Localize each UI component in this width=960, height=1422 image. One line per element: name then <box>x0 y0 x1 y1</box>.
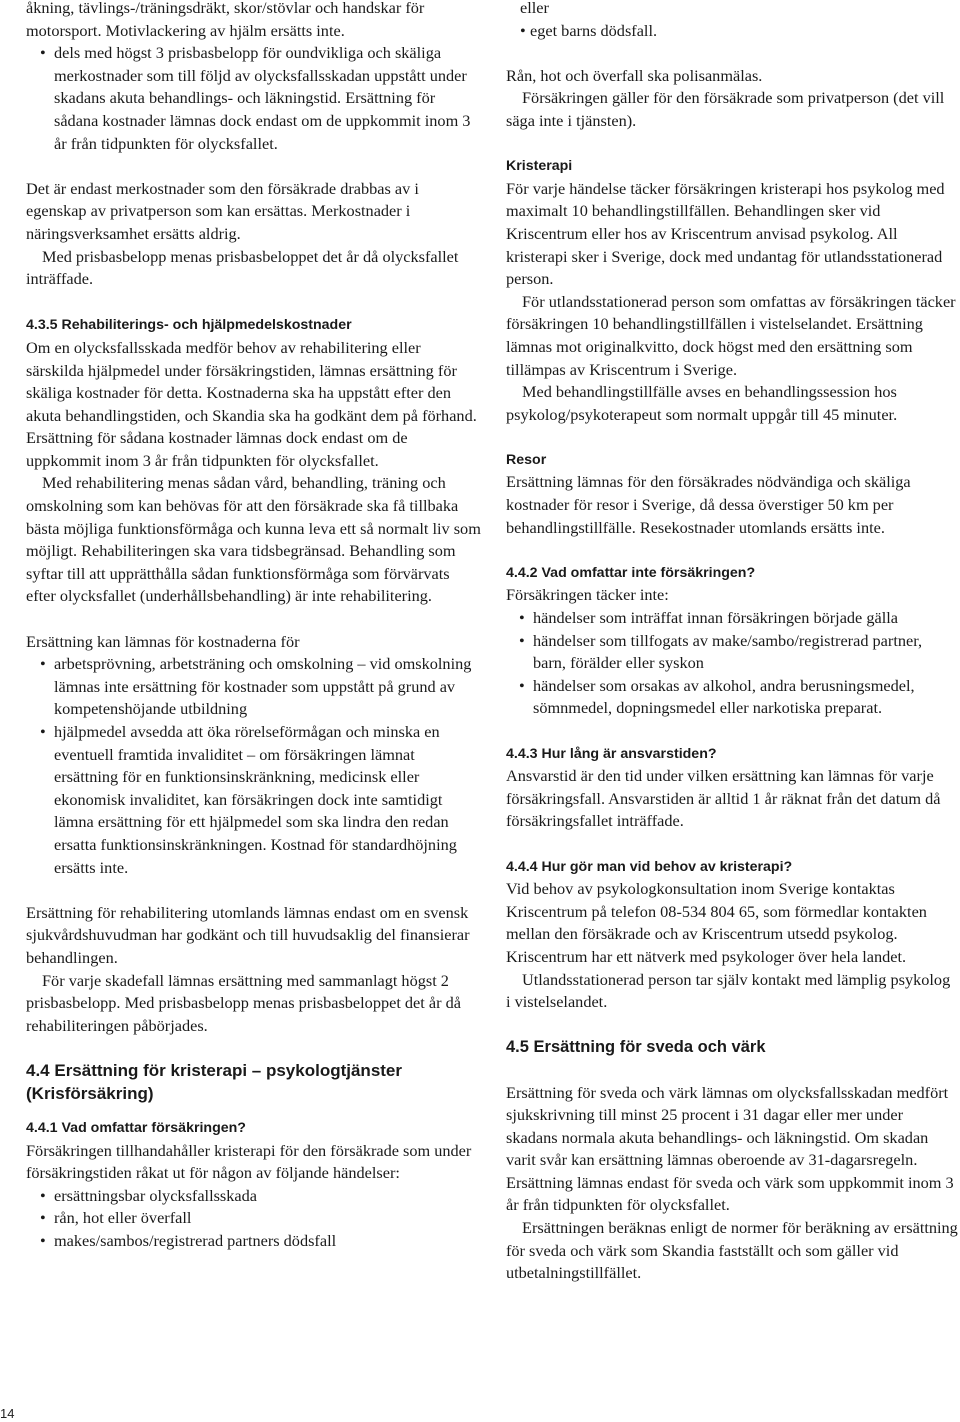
bullet-icon: • <box>40 722 46 741</box>
paragraph: Rån, hot och överfall ska polisanmälas. <box>506 65 763 85</box>
bullet-item: • arbetsprövning, arbetsträning och omskolning – vid omskolning lämnas inte ersättning för kostnader som uppstått på grund av kompetenshöjande utbildning <box>40 654 472 719</box>
subheading-kristerapi: Kristerapi <box>506 158 573 175</box>
paragraph: Försäkringen täcker inte: <box>506 585 669 605</box>
subsection-heading: 4.4.1 Vad omfattar försäkringen? <box>26 1120 246 1137</box>
continued-paragraph: åkning, tävlings-/träningsdräkt, skor/stövlar och handskar för motorsport. Motivlackering av hjälm ersätts inte. <box>26 0 425 40</box>
bullet-icon: • <box>40 43 46 63</box>
paragraph: Utlandsstationerad person tar själv kontakt med lämplig psykolog i vistelselandet. <box>506 969 951 1012</box>
paragraph: Med rehabilitering menas sådan vård, behandling, träning och omskolning som kan behövas för att den försäkrade ska få tillbaka bästa möjliga funktionsförmåga och kunna leva ett så normalt liv som möjligt. Rehabiliteringen ska vara tidsbegränsad. Behandling som syftar till att upprätthålla sådan funktionsförmåga som förvärvats efter olycksfallet (underhållsbehandling) är inte rehabilitering. <box>26 473 481 606</box>
paragraph: 4.3.5 Rehabiliterings- och hjälpmedelskostnader Om en olycksfallsskada medför behov av rehabilitering eller särskilda hjälpmedel under försäkringstiden, lämnas ersättning för skäliga kostnader för detta. Kostnaderna ska ha uppstått efter den akuta behandlingstiden, och Skandia ska ha godkänt dem på förhand. Ersättning för sådana kostnader lämnas dock endast om de uppkommit inom 3 år från tidpunkten för olycksfallet. <box>26 317 477 470</box>
bullet-icon: • <box>519 675 525 695</box>
paragraph: Försäkringen tillhandahåller kristerapi för den försäkrade som under försäkringstiden råkat ut för någon av följande händelser: <box>26 1140 472 1183</box>
subsection-heading: 4.4.4 Hur gör man vid behov av kristerapi? <box>506 858 793 875</box>
paragraph: Ersättning för sveda och värk lämnas om olycksfallsskadan medfört sjukskrivning till minst 25 procent i 31 dagar eller mer under skadans normala akuta behandlings- och läkningstid. Om skadan varit svår kan ersättning lämnas oberoende av 31-dagarsregeln. Ersättning lämnas endast för sveda och värk som uppkommit inom 3 år från tidpunkten för olycksfallet. <box>506 1082 954 1215</box>
paragraph: Ersättningen beräknas enligt de normer för beräkning av ersättning för sveda och värk som Skandia fastställt och som gäller vid utbetalningstillfället. <box>506 1218 958 1283</box>
bullet-icon: • <box>520 20 526 40</box>
paragraph: För varje skadefall lämnas ersättning med sammanlagt högst 2 prisbasbelopp. Med prisbasbelopp menas prisbasbeloppet det år då rehabiliteringen påbörjades. <box>26 970 461 1035</box>
bullet-item: • ersättningsbar olycksfallsskada <box>26 1185 481 1208</box>
bullet-icon: • <box>519 630 525 650</box>
paragraph: För varje händelse täcker försäkringen kristerapi hos psykolog med maximalt 10 behandlingstillfällen. Behandlingen sker vid Kriscentrum eller hos av Kriscentrum anvisad psykolog. All kristerapi sker i Sverige, dock med undantag för utlandsstationerad person. <box>506 178 945 289</box>
paragraph: För utlandsstationerad person som omfattas av försäkringen täcker försäkringen 10 behandlingstillfällen i vistelselandet. Ersättning lämnas mot originalkvitto, dock högst med den ersättning som tillämpas av Kriscentrum i Sverige. <box>506 291 956 379</box>
paragraph: Med behandlingstillfälle avses en behandlingssession hos psykolog/psykoterapeut som normalt uppgår till 45 minuter. <box>506 382 898 424</box>
right-column <box>506 0 958 1285</box>
paragraph: Med prisbasbelopp menas prisbasbeloppet det år då olycksfallet inträffade. <box>26 246 459 289</box>
bullet-item: • eget barns dödsfall. <box>506 20 958 43</box>
bullet-icon: • <box>519 608 525 628</box>
bullet-item: • makes/sambos/registrerad partners dödsfall <box>26 1230 481 1253</box>
section-heading: 4.4 Ersättning för kristerapi – psykologtjänster (Krisförsäkring) <box>26 1060 403 1103</box>
paragraph: Ersättning lämnas för den försäkrades nödvändiga och skäliga kostnader för resor i Sverige, då dessa överstiger 50 km per behandlingstillfälle. Resekostnader utomlands ersätts inte. <box>506 472 911 537</box>
bullet-item: • hjälpmedel avsedda att öka rörelseförmågan och minska en eventuell framtida invaliditet – om försäkringen lämnat ersättning för en funktionsinskränkning, medicinsk eller ekonomisk invaliditet, kan försäkringen dock inte samtidigt lämna ersättning för ett hjälpmedel som ska lindra den redan ersatta funktionsinskränkningen. Kostnad för standardhöjning ersätts inte. <box>40 722 457 877</box>
page-number: 14 <box>0 1406 15 1421</box>
paragraph: Ansvarstid är den tid under vilken ersättning kan lämnas för varje försäkringsfall. Ansvarstiden är alltid 1 år räknat från det datum då försäkringsfallet inträffade. <box>506 766 941 831</box>
paragraph: Ersättning kan lämnas för kostnaderna för <box>26 631 300 651</box>
paragraph: Ersättning för rehabilitering utomlands lämnas endast om en svensk sjukvårdshuvudman har godkänt och till huvudsaklig del finansierar behandlingen. <box>26 902 470 967</box>
bullet-item: • händelser som inträffat innan försäkringen började gälla <box>506 607 958 630</box>
paragraph: Försäkringen gäller för den försäkrade som privatperson (det vill säga inte i tjänsten). <box>506 88 945 130</box>
bullet-item: • dels med högst 3 prisbasbelopp för oundvikliga och skäliga merkostnader som till följd av olycksfallsskadan uppstått under skadans akuta behandlings- och läkningstid. Ersättning för sådana kostnader lämnas dock endast om de uppkommit inom 3 år från tidpunkten för olycksfallet. <box>40 43 471 153</box>
subsection-heading: 4.4.2 Vad omfattar inte försäkringen? <box>506 564 756 581</box>
paragraph: Vid behov av psykologkonsultation inom Sverige kontaktas Kriscentrum på telefon 08-534 804 65, som förmedlar kontakten mellan den försäkrade och av Kriscentrum utsedd psykolog. Kriscentrum har ett nätverk med psykologer över hela landet. <box>506 879 927 966</box>
section-heading: 4.3.5 Rehabiliterings- och hjälpmedelskostnader <box>26 317 352 334</box>
section-heading: 4.5 Ersättning för sveda och värk <box>506 1038 766 1057</box>
subheading-resor: Resor <box>506 451 547 468</box>
bullet-icon: • <box>40 1208 46 1228</box>
bullet-item: • händelser som orsakas av alkohol, andra berusningsmedel, sömnmedel, dopningsmedel eller narkotiska preparat. <box>519 675 915 718</box>
bullet-icon: • <box>40 1185 46 1205</box>
subsection-heading: 4.4.3 Hur lång är ansvarstiden? <box>506 745 717 762</box>
bullet-item: • händelser som tillfogats av make/sambo/registrerad partner, barn, förälder eller syskon <box>519 630 923 673</box>
left-column <box>26 0 481 1253</box>
bullet-item: • rån, hot eller överfall <box>26 1207 481 1230</box>
bullet-icon: • <box>40 654 46 674</box>
continued-text: eller <box>520 0 549 17</box>
paragraph: Det är endast merkostnader som den försäkrade drabbas av i egenskap av privatperson som kan ersättas. Merkostnader i näringsverksamhet ersätts aldrig. <box>26 178 419 243</box>
bullet-icon: • <box>40 1231 46 1251</box>
